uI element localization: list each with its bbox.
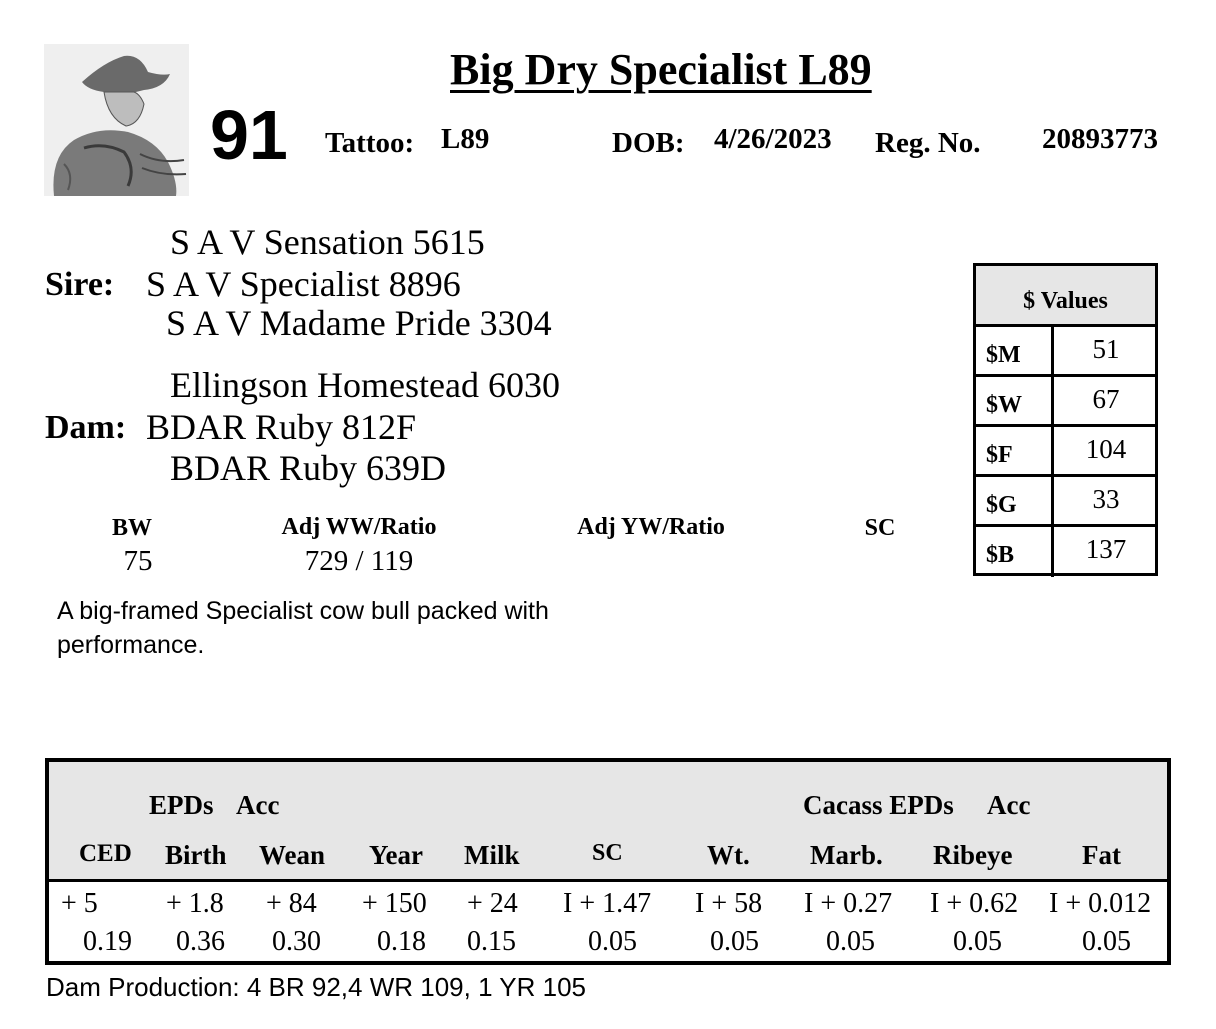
epd-value-marb: I + 0.27 [804,888,893,919]
animal-name-title: Big Dry Specialist L89 [450,45,872,94]
tattoo-value: L89 [441,123,490,155]
reg-no-label: Reg. No. [875,127,981,159]
epd-table-header [49,762,1167,882]
dollar-value: 51 [1092,334,1120,364]
dollar-label: $M [976,327,1054,374]
epd-value-birth: + 1.8 [166,888,224,919]
tattoo-label: Tattoo: [325,127,415,159]
dollar-label: $W [976,377,1054,424]
dollar-row [976,377,1155,427]
dollar-row [976,427,1155,477]
epds-acc-group-label: Acc [236,790,280,820]
dollar-row [976,527,1155,577]
acc-value-wt: 0.05 [710,926,759,957]
col-header-marb: Marb. [810,840,883,870]
dollar-value: 33 [1092,484,1120,514]
col-header-fat: Fat [1082,840,1121,870]
epds-group-label: EPDs [149,790,214,820]
epd-value-year: + 150 [362,888,427,919]
col-header-sc: SC [592,840,623,866]
bw-value: 75 [123,545,153,577]
col-header-wean: Wean [259,840,326,870]
acc-value-birth: 0.36 [176,926,225,957]
col-header-wt: Wt. [707,840,750,870]
adj-ww-value: 729 / 119 [304,545,414,577]
sire-name: S A V Specialist 8896 [146,264,461,304]
sire-label: Sire: [45,266,115,303]
dollar-value: 137 [1085,534,1127,564]
acc-value-ced: 0.19 [83,926,132,957]
reg-no-value: 20893773 [1042,123,1158,155]
dollar-row [976,327,1155,377]
description: A big-framed Specialist cow bull packed with performance. [57,597,549,659]
dam-name: BDAR Ruby 812F [146,407,417,447]
acc-value-year: 0.18 [377,926,426,957]
acc-value-sc: 0.05 [588,926,637,957]
epd-value-sc: I + 1.47 [563,888,652,919]
dollar-value: 67 [1092,384,1120,414]
col-header-year: Year [369,840,423,870]
epd-value-wean: + 84 [266,888,317,919]
col-header-milk: Milk [464,840,520,870]
sc-label: SC [864,515,896,541]
epd-value-ced: + 5 [61,888,98,919]
epd-value-milk: + 24 [467,888,518,919]
dollar-label: $B [976,527,1054,577]
epd-value-ribeye: I + 0.62 [930,888,1019,919]
epd-table [45,758,1171,965]
carcass-epds-group-label: Cacass EPDs [803,790,954,820]
epd-value-fat: I + 0.012 [1049,888,1152,919]
acc-value-wean: 0.30 [272,926,321,957]
dam-label: Dam: [45,409,127,446]
dob-label: DOB: [612,127,685,159]
dollar-value: 104 [1085,434,1127,464]
cowboy-logo-icon [44,44,189,196]
dollar-label: $G [976,477,1054,524]
acc-value-fat: 0.05 [1082,926,1131,957]
col-header-ribeye: Ribeye [933,840,1013,870]
acc-value-milk: 0.15 [467,926,516,957]
ranch-logo [44,44,189,196]
dam-production: Dam Production: 4 BR 92,4 WR 109, 1 YR 105 [46,972,587,1002]
dam-dam: BDAR Ruby 639D [170,448,447,488]
dam-sire: Ellingson Homestead 6030 [170,365,560,405]
carcass-acc-group-label: Acc [987,790,1031,820]
adj-yw-label: Adj YW/Ratio [577,514,725,540]
lot-number: 91 [210,96,288,174]
sire-sire: S A V Sensation 5615 [170,222,485,262]
epd-value-wt: I + 58 [695,888,763,919]
adj-ww-label: Adj WW/Ratio [281,514,437,540]
bw-label: BW [111,515,152,541]
dob-value: 4/26/2023 [714,123,832,155]
dollar-row [976,477,1155,527]
dollar-values-title: $ Values [976,266,1155,327]
col-header-birth: Birth [165,840,227,870]
col-header-ced: CED [79,840,132,867]
sire-dam: S A V Madame Pride 3304 [166,303,552,343]
acc-value-marb: 0.05 [826,926,875,957]
dollar-label: $F [976,427,1054,474]
dollar-values-table [973,263,1158,576]
acc-value-ribeye: 0.05 [953,926,1002,957]
